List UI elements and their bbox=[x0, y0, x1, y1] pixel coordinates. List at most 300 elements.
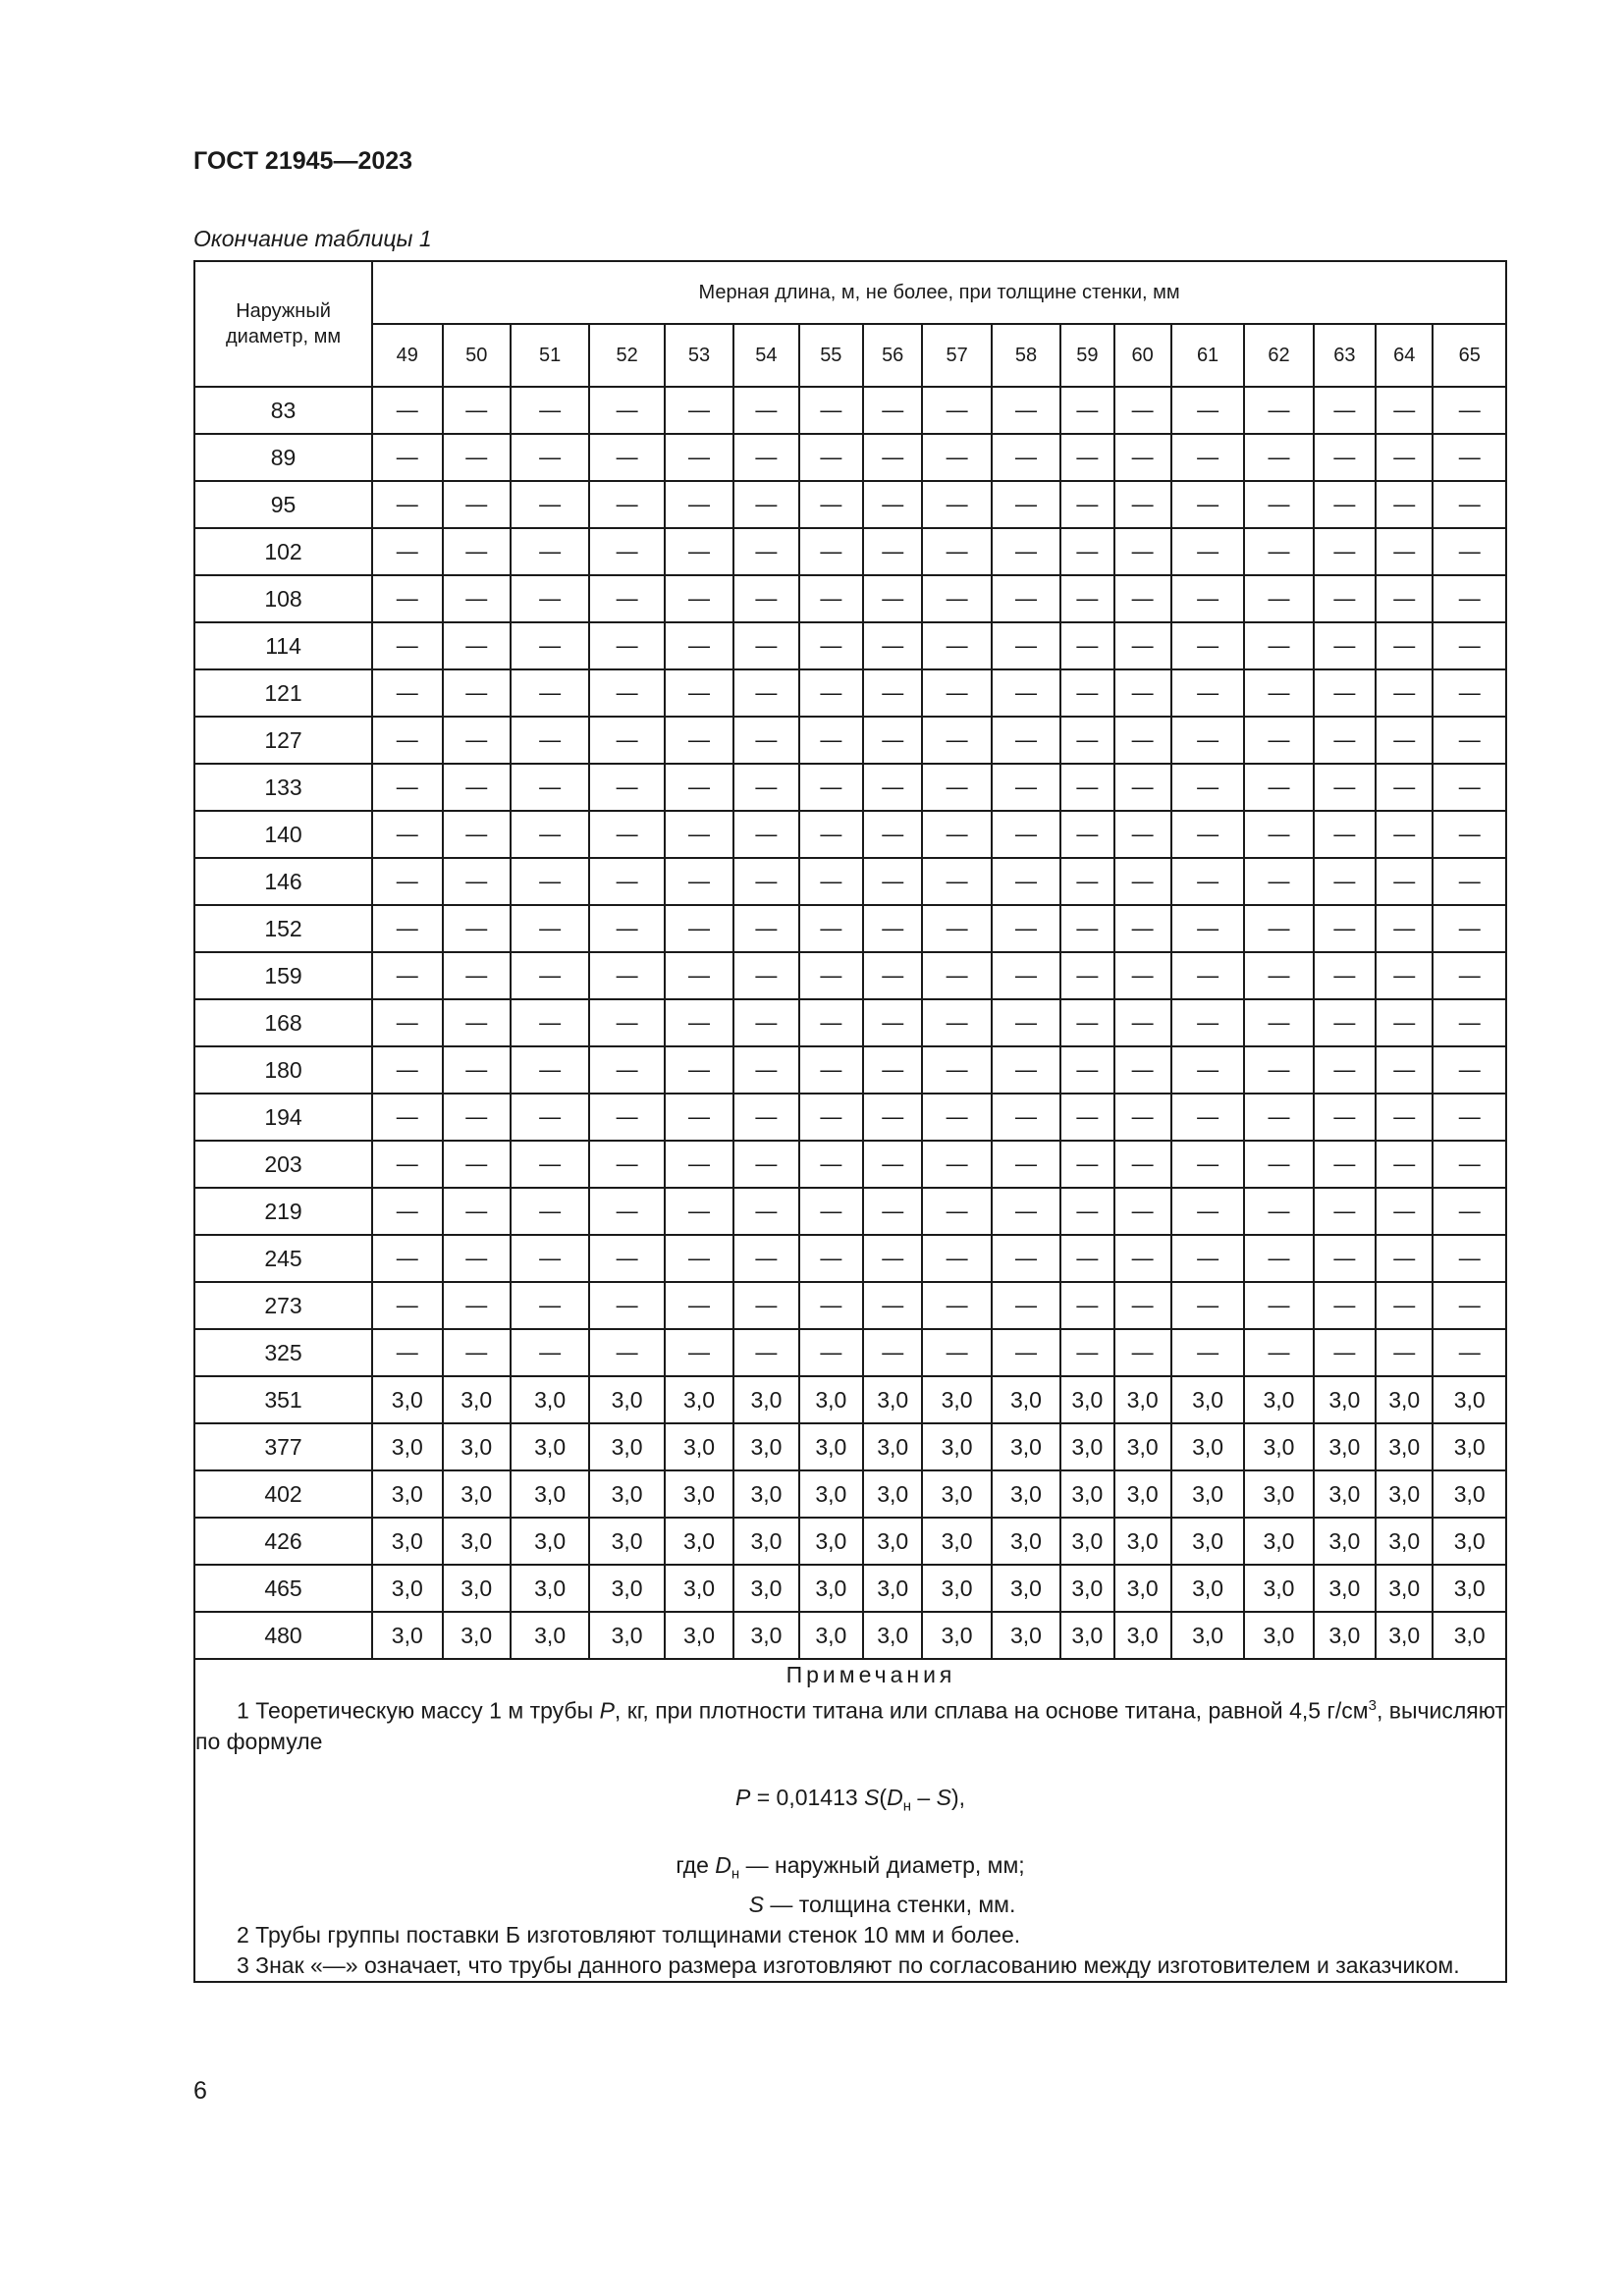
length-cell: 3,0 bbox=[1376, 1423, 1433, 1470]
length-cell: — bbox=[1244, 669, 1313, 717]
length-cell: — bbox=[1171, 1188, 1244, 1235]
length-cell: — bbox=[1114, 952, 1171, 999]
length-cell: — bbox=[992, 622, 1060, 669]
length-cell: — bbox=[372, 1235, 442, 1282]
length-cell: — bbox=[589, 575, 664, 622]
length-cell: — bbox=[443, 1235, 511, 1282]
length-cell: — bbox=[1376, 481, 1433, 528]
length-cell: — bbox=[589, 717, 664, 764]
length-cell: — bbox=[1376, 622, 1433, 669]
length-cell: 3,0 bbox=[1060, 1470, 1113, 1518]
length-cell: — bbox=[1171, 434, 1244, 481]
length-cell: 3,0 bbox=[863, 1565, 922, 1612]
length-cell: — bbox=[1314, 434, 1376, 481]
length-cell: — bbox=[992, 717, 1060, 764]
length-cell: — bbox=[1433, 952, 1506, 999]
length-cell: 3,0 bbox=[733, 1423, 798, 1470]
table-row bbox=[194, 717, 1506, 764]
length-cell: — bbox=[511, 1329, 589, 1376]
length-cell: — bbox=[992, 387, 1060, 434]
thickness-col-56: 56 bbox=[863, 324, 922, 387]
length-cell: — bbox=[1114, 434, 1171, 481]
length-cell: 3,0 bbox=[1060, 1376, 1113, 1423]
length-cell: — bbox=[1433, 669, 1506, 717]
length-cell: — bbox=[372, 1141, 442, 1188]
diameter-cell: 203 bbox=[194, 1141, 372, 1188]
length-cell: — bbox=[1433, 434, 1506, 481]
length-cell: — bbox=[1060, 1282, 1113, 1329]
length-cell: — bbox=[589, 764, 664, 811]
length-cell: — bbox=[1114, 1235, 1171, 1282]
length-cell: 3,0 bbox=[863, 1612, 922, 1659]
thickness-col-65: 65 bbox=[1433, 324, 1506, 387]
table-row bbox=[194, 387, 1506, 434]
length-cell: 3,0 bbox=[372, 1423, 442, 1470]
length-cell: — bbox=[372, 1046, 442, 1094]
length-cell: — bbox=[1171, 858, 1244, 905]
length-cell: 3,0 bbox=[1244, 1376, 1313, 1423]
length-cell: — bbox=[733, 905, 798, 952]
length-cell: 3,0 bbox=[1433, 1470, 1506, 1518]
length-cell: — bbox=[799, 622, 863, 669]
length-cell: 3,0 bbox=[1060, 1518, 1113, 1565]
length-cell: 3,0 bbox=[922, 1565, 991, 1612]
length-cell: — bbox=[992, 999, 1060, 1046]
length-cell: — bbox=[863, 858, 922, 905]
length-cell: 3,0 bbox=[863, 1470, 922, 1518]
length-cell: — bbox=[1433, 528, 1506, 575]
length-cell: — bbox=[589, 481, 664, 528]
length-cell: — bbox=[1244, 858, 1313, 905]
length-cell: — bbox=[1244, 999, 1313, 1046]
length-cell: — bbox=[1060, 387, 1113, 434]
table-row bbox=[194, 528, 1506, 575]
length-cell: — bbox=[1114, 528, 1171, 575]
length-cell: — bbox=[1376, 1282, 1433, 1329]
diameter-cell: 159 bbox=[194, 952, 372, 999]
length-cell: — bbox=[665, 669, 733, 717]
length-cell: — bbox=[1314, 669, 1376, 717]
length-cell: — bbox=[922, 528, 991, 575]
length-cell: — bbox=[372, 811, 442, 858]
length-cell: — bbox=[443, 669, 511, 717]
length-cell: — bbox=[443, 1046, 511, 1094]
length-cell: — bbox=[443, 1282, 511, 1329]
length-cell: — bbox=[863, 622, 922, 669]
length-cell: — bbox=[1376, 811, 1433, 858]
length-cell: 3,0 bbox=[443, 1518, 511, 1565]
length-cell: 3,0 bbox=[665, 1470, 733, 1518]
length-cell: — bbox=[1314, 1141, 1376, 1188]
length-cell: 3,0 bbox=[443, 1612, 511, 1659]
length-cell: — bbox=[372, 387, 442, 434]
length-cell: — bbox=[863, 434, 922, 481]
length-cell: — bbox=[1060, 528, 1113, 575]
length-cell: — bbox=[372, 1094, 442, 1141]
length-cell: — bbox=[922, 905, 991, 952]
length-cell: — bbox=[1314, 575, 1376, 622]
length-cell: — bbox=[733, 1235, 798, 1282]
length-cell: 3,0 bbox=[1060, 1612, 1113, 1659]
length-cell: — bbox=[1376, 1329, 1433, 1376]
length-cell: — bbox=[1314, 481, 1376, 528]
length-cell: 3,0 bbox=[1171, 1518, 1244, 1565]
length-cell: — bbox=[372, 764, 442, 811]
length-cell: 3,0 bbox=[1171, 1423, 1244, 1470]
length-cell: — bbox=[589, 1329, 664, 1376]
table-row bbox=[194, 1235, 1506, 1282]
where-thickness: S — толщина стенки, мм. bbox=[748, 1891, 1016, 1917]
length-cell: 3,0 bbox=[1114, 1470, 1171, 1518]
length-cell: — bbox=[922, 1094, 991, 1141]
length-cell: — bbox=[1114, 1094, 1171, 1141]
length-cell: — bbox=[1433, 1094, 1506, 1141]
length-cell: 3,0 bbox=[1114, 1565, 1171, 1612]
length-cell: — bbox=[1171, 999, 1244, 1046]
length-cell: — bbox=[1171, 1235, 1244, 1282]
length-cell: — bbox=[1060, 1046, 1113, 1094]
length-cell: — bbox=[863, 1235, 922, 1282]
length-cell: — bbox=[443, 575, 511, 622]
length-cell: — bbox=[511, 1141, 589, 1188]
length-cell: — bbox=[443, 999, 511, 1046]
length-cell: 3,0 bbox=[511, 1423, 589, 1470]
length-cell: — bbox=[863, 952, 922, 999]
length-cell: — bbox=[443, 1329, 511, 1376]
length-cell: — bbox=[733, 434, 798, 481]
length-cell: — bbox=[1314, 622, 1376, 669]
length-cell: — bbox=[1060, 622, 1113, 669]
length-cell: — bbox=[922, 1282, 991, 1329]
length-cell: 3,0 bbox=[665, 1518, 733, 1565]
length-cell: — bbox=[1171, 952, 1244, 999]
length-cell: — bbox=[1060, 434, 1113, 481]
length-cell: 3,0 bbox=[799, 1565, 863, 1612]
length-cell: 3,0 bbox=[372, 1376, 442, 1423]
length-cell: — bbox=[443, 717, 511, 764]
length-cell: — bbox=[1376, 1141, 1433, 1188]
length-cell: 3,0 bbox=[511, 1612, 589, 1659]
length-cell: — bbox=[922, 387, 991, 434]
length-cell: 3,0 bbox=[589, 1612, 664, 1659]
length-cell: — bbox=[863, 764, 922, 811]
length-cell: — bbox=[733, 764, 798, 811]
length-cell: — bbox=[1376, 669, 1433, 717]
length-cell: — bbox=[992, 1282, 1060, 1329]
length-cell: 3,0 bbox=[665, 1376, 733, 1423]
length-cell: — bbox=[1314, 387, 1376, 434]
length-cell: 3,0 bbox=[992, 1423, 1060, 1470]
length-cell: — bbox=[1314, 528, 1376, 575]
length-cell: — bbox=[1433, 717, 1506, 764]
length-cell: — bbox=[589, 1141, 664, 1188]
length-cell: — bbox=[992, 1329, 1060, 1376]
table-row bbox=[194, 764, 1506, 811]
length-cell: — bbox=[1171, 905, 1244, 952]
length-cell: 3,0 bbox=[1244, 1565, 1313, 1612]
length-cell: — bbox=[1376, 434, 1433, 481]
length-cell: — bbox=[799, 387, 863, 434]
length-cell: — bbox=[1060, 1094, 1113, 1141]
diameter-cell: 351 bbox=[194, 1376, 372, 1423]
thickness-col-54: 54 bbox=[733, 324, 798, 387]
length-cell: — bbox=[799, 1046, 863, 1094]
length-cell: — bbox=[733, 1094, 798, 1141]
length-cell: — bbox=[665, 858, 733, 905]
length-cell: 3,0 bbox=[443, 1470, 511, 1518]
length-cell: — bbox=[589, 1282, 664, 1329]
diameter-cell: 146 bbox=[194, 858, 372, 905]
diameter-cell: 219 bbox=[194, 1188, 372, 1235]
diameter-cell: 114 bbox=[194, 622, 372, 669]
length-cell: — bbox=[1171, 528, 1244, 575]
length-cell: 3,0 bbox=[1060, 1565, 1113, 1612]
length-cell: 3,0 bbox=[1244, 1470, 1313, 1518]
notes-title: Примечания bbox=[785, 1662, 956, 1687]
length-cell: 3,0 bbox=[1244, 1518, 1313, 1565]
length-cell: — bbox=[372, 1329, 442, 1376]
length-cell: — bbox=[665, 905, 733, 952]
thickness-col-53: 53 bbox=[665, 324, 733, 387]
length-cell: — bbox=[1433, 575, 1506, 622]
length-cell: 3,0 bbox=[372, 1470, 442, 1518]
length-cell: 3,0 bbox=[1114, 1423, 1171, 1470]
length-cell: — bbox=[1114, 481, 1171, 528]
thickness-col-59: 59 bbox=[1060, 324, 1113, 387]
length-cell: 3,0 bbox=[1433, 1612, 1506, 1659]
length-cell: — bbox=[799, 1188, 863, 1235]
diameter-cell: 325 bbox=[194, 1329, 372, 1376]
length-cell: — bbox=[665, 999, 733, 1046]
length-cell: — bbox=[922, 1188, 991, 1235]
length-cell: — bbox=[863, 999, 922, 1046]
table-row bbox=[194, 1046, 1506, 1094]
length-cell: — bbox=[665, 811, 733, 858]
length-cell: 3,0 bbox=[1376, 1565, 1433, 1612]
length-cell: — bbox=[665, 481, 733, 528]
length-cell: — bbox=[1171, 1282, 1244, 1329]
length-cell: — bbox=[1433, 764, 1506, 811]
length-cell: — bbox=[1376, 999, 1433, 1046]
diameter-cell: 102 bbox=[194, 528, 372, 575]
length-cell: — bbox=[443, 1188, 511, 1235]
diameter-cell: 377 bbox=[194, 1423, 372, 1470]
length-cell: 3,0 bbox=[1244, 1612, 1313, 1659]
length-cell: — bbox=[863, 1282, 922, 1329]
length-cell: — bbox=[511, 952, 589, 999]
length-cell: — bbox=[372, 481, 442, 528]
length-cell: — bbox=[799, 1329, 863, 1376]
length-cell: — bbox=[1244, 1188, 1313, 1235]
length-cell: — bbox=[1060, 952, 1113, 999]
length-cell: — bbox=[1244, 481, 1313, 528]
length-cell: — bbox=[665, 764, 733, 811]
length-cell: — bbox=[863, 481, 922, 528]
length-cell: — bbox=[1314, 1329, 1376, 1376]
length-cell: 3,0 bbox=[1171, 1565, 1244, 1612]
length-cell: 3,0 bbox=[733, 1470, 798, 1518]
length-cell: — bbox=[863, 528, 922, 575]
length-cell: — bbox=[1244, 1046, 1313, 1094]
length-cell: 3,0 bbox=[1114, 1518, 1171, 1565]
length-cell: — bbox=[665, 717, 733, 764]
table-row bbox=[194, 434, 1506, 481]
length-cell: — bbox=[511, 999, 589, 1046]
length-cell: — bbox=[372, 575, 442, 622]
length-cell: 3,0 bbox=[1171, 1376, 1244, 1423]
length-cell: — bbox=[922, 669, 991, 717]
length-cell: — bbox=[589, 952, 664, 999]
length-cell: — bbox=[922, 1046, 991, 1094]
length-cell: — bbox=[733, 481, 798, 528]
length-cell: 3,0 bbox=[863, 1518, 922, 1565]
length-cell: — bbox=[665, 575, 733, 622]
length-cell: — bbox=[1171, 1094, 1244, 1141]
length-cell: — bbox=[733, 952, 798, 999]
length-cell: — bbox=[372, 622, 442, 669]
length-cell: — bbox=[799, 999, 863, 1046]
length-cell: — bbox=[1244, 1094, 1313, 1141]
length-cell: — bbox=[1060, 1141, 1113, 1188]
length-cell: — bbox=[372, 1282, 442, 1329]
table-row bbox=[194, 575, 1506, 622]
thickness-col-58: 58 bbox=[992, 324, 1060, 387]
length-cell: — bbox=[511, 481, 589, 528]
length-cell: 3,0 bbox=[443, 1423, 511, 1470]
length-cell: — bbox=[1314, 1235, 1376, 1282]
length-cell: 3,0 bbox=[992, 1470, 1060, 1518]
length-cell: 3,0 bbox=[1433, 1518, 1506, 1565]
length-cell: — bbox=[511, 669, 589, 717]
length-cell: — bbox=[1376, 528, 1433, 575]
length-cell: — bbox=[372, 999, 442, 1046]
length-cell: — bbox=[1376, 575, 1433, 622]
length-cell: — bbox=[733, 1282, 798, 1329]
length-cell: — bbox=[1376, 1046, 1433, 1094]
length-cell: — bbox=[443, 434, 511, 481]
length-cell: 3,0 bbox=[511, 1518, 589, 1565]
length-cell: — bbox=[589, 1046, 664, 1094]
length-cell: 3,0 bbox=[733, 1518, 798, 1565]
length-cell: — bbox=[922, 764, 991, 811]
length-cell: — bbox=[799, 669, 863, 717]
length-cell: — bbox=[992, 905, 1060, 952]
length-cell: — bbox=[1244, 717, 1313, 764]
length-cell: — bbox=[1114, 1188, 1171, 1235]
length-cell: — bbox=[443, 811, 511, 858]
length-cell: 3,0 bbox=[799, 1423, 863, 1470]
length-cell: 3,0 bbox=[863, 1423, 922, 1470]
length-cell: 3,0 bbox=[1244, 1423, 1313, 1470]
length-cell: — bbox=[992, 528, 1060, 575]
length-cell: — bbox=[1060, 575, 1113, 622]
length-cell: — bbox=[1314, 717, 1376, 764]
length-cell: — bbox=[511, 434, 589, 481]
length-cell: — bbox=[443, 1094, 511, 1141]
length-cell: — bbox=[443, 622, 511, 669]
diameter-cell: 83 bbox=[194, 387, 372, 434]
length-cell: — bbox=[992, 811, 1060, 858]
length-cell: — bbox=[1433, 1141, 1506, 1188]
length-cell: — bbox=[1171, 622, 1244, 669]
length-cell: — bbox=[1171, 1141, 1244, 1188]
length-cell: — bbox=[1376, 387, 1433, 434]
length-cell: — bbox=[665, 622, 733, 669]
length-cell: — bbox=[1433, 1282, 1506, 1329]
length-cell: — bbox=[992, 1094, 1060, 1141]
length-cell: 3,0 bbox=[1314, 1565, 1376, 1612]
length-cell: — bbox=[1244, 387, 1313, 434]
length-cell: 3,0 bbox=[1314, 1423, 1376, 1470]
length-cell: — bbox=[733, 1046, 798, 1094]
length-cell: 3,0 bbox=[589, 1565, 664, 1612]
length-cell: — bbox=[511, 387, 589, 434]
length-cell: — bbox=[1114, 622, 1171, 669]
length-cell: — bbox=[799, 1094, 863, 1141]
thickness-col-60: 60 bbox=[1114, 324, 1171, 387]
length-cell: — bbox=[922, 1235, 991, 1282]
length-cell: — bbox=[665, 1329, 733, 1376]
length-cell: 3,0 bbox=[799, 1612, 863, 1659]
thickness-col-62: 62 bbox=[1244, 324, 1313, 387]
thickness-col-52: 52 bbox=[589, 324, 664, 387]
length-cell: — bbox=[799, 481, 863, 528]
length-cell: — bbox=[799, 1282, 863, 1329]
length-cell: — bbox=[1244, 764, 1313, 811]
length-cell: 3,0 bbox=[665, 1423, 733, 1470]
length-cell: — bbox=[1114, 1329, 1171, 1376]
length-cell: — bbox=[665, 1188, 733, 1235]
length-cell: — bbox=[1244, 1141, 1313, 1188]
length-cell: — bbox=[511, 622, 589, 669]
table-row bbox=[194, 1612, 1506, 1659]
table-row bbox=[194, 999, 1506, 1046]
diameter-cell: 121 bbox=[194, 669, 372, 717]
length-cell: — bbox=[1114, 717, 1171, 764]
length-cell: 3,0 bbox=[733, 1565, 798, 1612]
length-cell: — bbox=[1314, 1188, 1376, 1235]
length-cell: — bbox=[665, 1282, 733, 1329]
length-cell: — bbox=[992, 1188, 1060, 1235]
length-cell: — bbox=[922, 952, 991, 999]
length-cell: — bbox=[922, 1141, 991, 1188]
length-cell: — bbox=[733, 528, 798, 575]
length-cell: — bbox=[1314, 1046, 1376, 1094]
diameter-cell: 194 bbox=[194, 1094, 372, 1141]
length-cell: — bbox=[1114, 764, 1171, 811]
length-cell: — bbox=[799, 1235, 863, 1282]
length-cell: — bbox=[733, 1188, 798, 1235]
mass-formula: P = 0,01413 $S(D_н - S)$, bbox=[734, 1784, 965, 1815]
length-cell: 3,0 bbox=[1171, 1470, 1244, 1518]
diameter-cell: 89 bbox=[194, 434, 372, 481]
length-cell: 3,0 bbox=[665, 1565, 733, 1612]
length-cell: 3,0 bbox=[1433, 1376, 1506, 1423]
length-cell: — bbox=[1314, 952, 1376, 999]
length-cell: — bbox=[799, 575, 863, 622]
length-cell: 3,0 bbox=[511, 1376, 589, 1423]
table-row bbox=[194, 622, 1506, 669]
length-cell: 3,0 bbox=[511, 1565, 589, 1612]
length-cell: — bbox=[799, 717, 863, 764]
length-cell: — bbox=[665, 434, 733, 481]
length-cell: — bbox=[1433, 481, 1506, 528]
length-cell: — bbox=[1114, 1046, 1171, 1094]
thickness-col-63: 63 bbox=[1314, 324, 1376, 387]
length-cell: — bbox=[1114, 1141, 1171, 1188]
table-row bbox=[194, 1376, 1506, 1423]
length-cell: — bbox=[372, 434, 442, 481]
